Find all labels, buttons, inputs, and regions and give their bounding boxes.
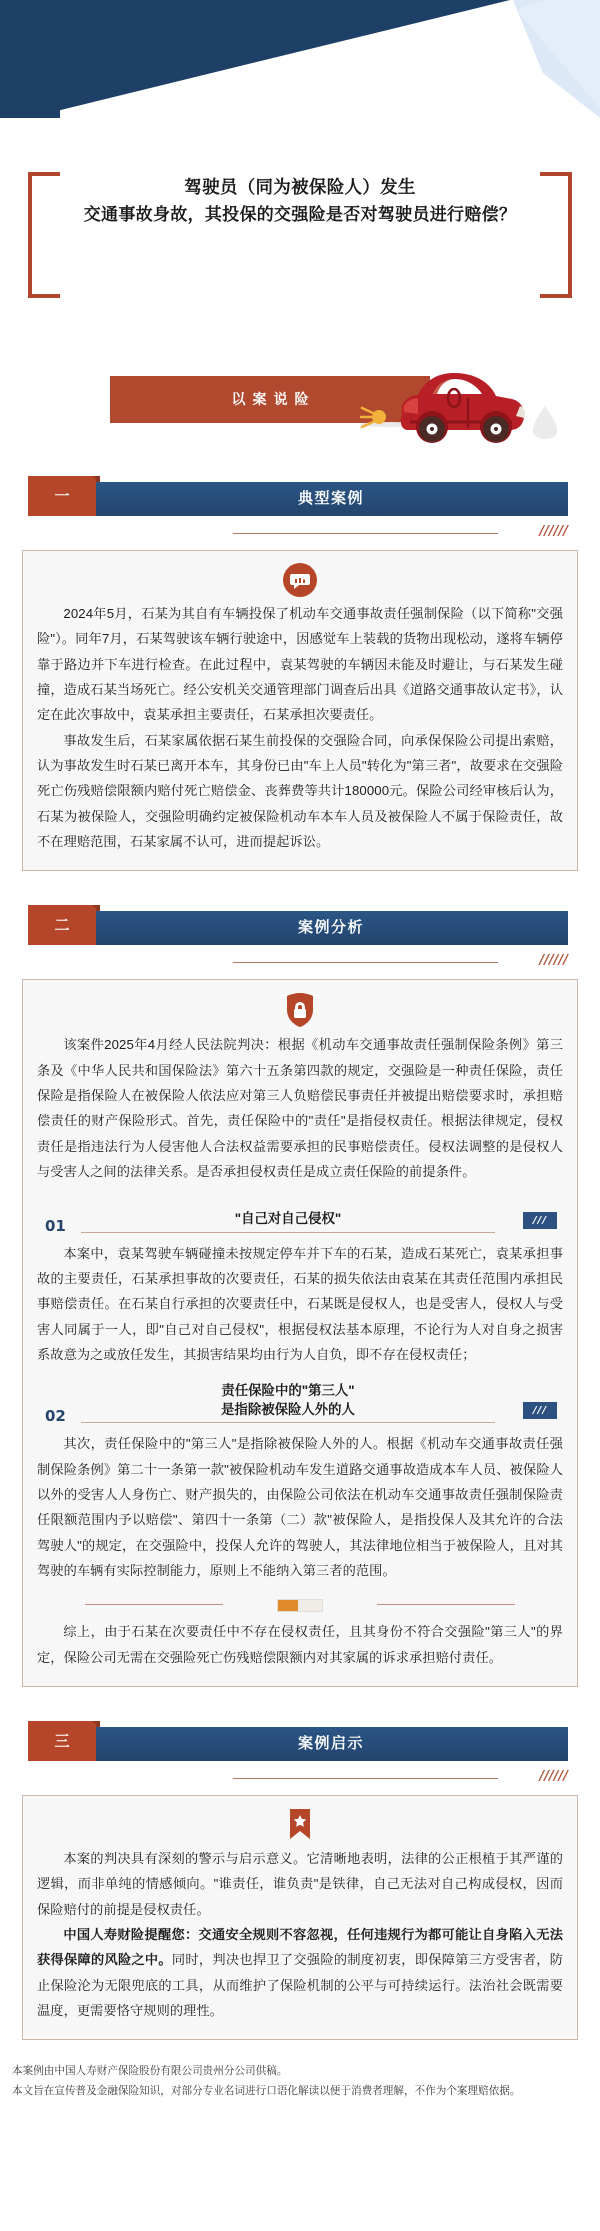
section-header-typical-case <box>28 476 572 522</box>
page-title-line-2: 交通事故身故，其投保的交强险是否对驾驶员进行赔偿？ <box>83 205 517 225</box>
case-analysis-conclusion: 综上，由于石某在次要责任中不存在侵权责任，且其身份不符合交强险"第三人"的界定，保险公司无需在交强险死亡伤残赔偿限额内对其家属的诉求承担赔付责任。 <box>37 1624 563 1665</box>
section-header-case-insight <box>28 1721 572 1767</box>
typical-case-card <box>22 550 578 871</box>
case-banner-label: 以案说险 <box>231 391 316 407</box>
section-number-3: 三 <box>54 1731 70 1750</box>
title-zone <box>0 118 600 348</box>
section-title-2: 案例分析 <box>297 919 364 937</box>
subsection-title-02 <box>81 1381 495 1419</box>
shield-icon <box>285 992 315 1028</box>
subsection-body-01: 本案中，袁某驾驶车辆碰撞未按规定停车并下车的石某，造成石某死亡，袁某承担事故的主要责任，石某承担事故的次要责任，石某的损失依法由袁某在其责任范围内承担民事赔偿责任。在石某自行承担的次要责任中，石某既是侵权人，也是受害人，侵权人与受害人同属于一人，即"自己对自己侵权"，根据侵权法基本原理，不论行为人对自身之损害系故意为之或放任发生，其损害结果均由行为人自负，即不存在侵权责任； <box>37 1245 563 1362</box>
mid-divider-center-mark <box>277 1599 323 1612</box>
page-title <box>0 173 600 229</box>
footer-line-2: 本文旨在宣传普及金融保险知识，对部分专业名词进行口语化解读以便于消费者理解，不作为个案理赔依据。 <box>12 2084 521 2097</box>
section-title-3: 案例启示 <box>297 1734 364 1752</box>
decoration-slashes: ////// <box>539 524 568 539</box>
mid-divider-left-line <box>85 1604 223 1605</box>
section-number-2: 二 <box>54 916 70 935</box>
case-insight-highlight-paragraph <box>37 1922 563 2023</box>
subsection-title-02-line-1: 责任保险中的"第三人" <box>221 1383 355 1399</box>
case-analysis-intro: 该案件2025年4月经人民法院判决：根据《机动车交通事故责任强制保险条例》第三条及《中华人民共和国保险法》第六十五条第四款的规定，交强险是一种责任保险，责任保险是指保险人在被保险人依法应对第三人负赔偿民事责任并被提出赔偿要求时，承担赔偿责任的财产保险形式。首先，责任保险中的"责任"是指侵权责任。根据法律规定，侵权责任是指违法行为人侵害他人合法权益需要承担的民事赔偿责任。侵权法调整的是侵权人与受害人之间的法律关系。是否承担侵权责任是成立责任保险的前提条件。 <box>37 1037 563 1180</box>
case-analysis-card <box>22 979 578 1687</box>
footer-line-1: 本案例由中国人寿财产保险股份有限公司贵州分公司供稿。 <box>12 2065 288 2078</box>
section-header-case-analysis <box>28 905 572 951</box>
subsection-rule <box>81 1422 495 1423</box>
case-banner <box>0 358 600 450</box>
subsection-title-01: "自己对自己侵权" <box>234 1211 342 1227</box>
card-icon-row <box>37 992 563 1028</box>
decoration-slashes: ////// <box>539 953 568 969</box>
case-insight-highlight-rest: 同时，判决也捍卫了交强险的制度初衷，即保障第三方受害者，防止保险沦为无限兜底的工具，从而维护了保险机制的公平与可持续运行。法治社会既需要温度，更需要恪守规则的理性。 <box>37 1952 563 2019</box>
typical-case-paragraph-2: 事故发生后，石某家属依据石某生前投保的交强险合同，向承保保险公司提出索赔，认为事故发生时石某已离开本车，其身份已由"车上人员"转化为"第三者"，故要求在交强险死亡伤残赔偿限额内赔付死亡赔偿金、丧葬费等共计180000元。保险公司经审核后认为，石某为被保险人，交强险明确约定被保险机动车本车人员及被保险人不属于保险责任，故不在理赔范围，石某家属不认可，进而提起诉讼。 <box>37 732 563 850</box>
decoration-line <box>233 962 498 963</box>
case-insight-paragraph-1: 本案的判决具有深刻的警示与启示意义。它清晰地表明，法律的公正根植于其严谨的逻辑，而非单纯的情感倾向。"谁责任，谁负责"是铁律，自己无法对自己构成侵权，因而保险赔付的前提是侵权责任。 <box>37 1850 563 1917</box>
section-decoration-3 <box>28 1769 568 1787</box>
card-icon-row <box>37 563 563 597</box>
page-title-line-1: 驾驶员（同为被保险人）发生 <box>184 177 416 197</box>
mid-divider-right-line <box>377 1604 515 1605</box>
subsection-badge-02: /// <box>523 1402 557 1419</box>
section-number-1: 一 <box>54 487 70 505</box>
card-icon-row <box>37 1808 563 1842</box>
case-insight-highlight: 中国人寿财险提醒您：交通安全规则不容忽视，任何违规行为都可能让自身陷入无法获得保障的风险之中。 <box>37 1927 563 1968</box>
decoration-line <box>233 533 498 534</box>
smoke-puff-icon <box>528 402 562 442</box>
decoration-line <box>233 1778 498 1779</box>
red-car-icon <box>388 362 528 448</box>
subsection-body-02: 其次，责任保险中的"第三人"是指除被保险人外的人。根据《机动车交通事故责任强制保险条例》第二十一条第一款"被保险机动车发生道路交通事故造成本车人员、被保险人以外的受害人人身伤亡、财产损失的，由保险公司依法在机动车交通事故责任强制保险责任限额范围内予以赔偿"、第四十一条第（二）款"被保险人，是指投保人及其允许的合法驾驶人"的规定，在交强险中，投保人允许的驾驶人，其法律地位相当于被保险人，且对其驾驶的车辆有实际控制能力，原则上不能纳入第三者的范围。 <box>37 1436 563 1578</box>
footer-disclaimer <box>12 2062 588 2101</box>
subsection-number-02: 02 <box>45 1407 66 1426</box>
section-title-1: 典型案例 <box>297 490 364 507</box>
typical-case-paragraph-1: 2024年5月，石某为其自有车辆投保了机动车交通事故责任强制保险（以下简称"交强险"）。同年7月，石某驾驶该车辆行驶途中，因感觉车上装载的货物出现松动，遂将车辆停靠于路边并下车进行检查。在此过程中，袁某驾驶的车辆因未能及时避让，与石某发生碰撞，造成石某当场死亡。经公安机关交通管理部门调查后出具《道路交通事故认定书》，认定在此次事故中，袁某承担主要责任，石某承担次要责任。 <box>37 606 563 723</box>
subsection-header-02 <box>37 1379 563 1427</box>
mid-divider <box>37 1593 563 1615</box>
decoration-slashes: ////// <box>539 1768 568 1784</box>
subsection-badge-01: /// <box>523 1212 557 1229</box>
header-graphic <box>0 0 600 118</box>
subsection-rule <box>81 1232 495 1233</box>
section-decoration-2 <box>28 953 568 971</box>
speech-bubble-icon <box>283 563 317 597</box>
bookmark-star-icon <box>288 1808 312 1842</box>
section-decoration-1 <box>28 524 568 542</box>
subsection-title-02-line-2: 是指除被保险人外的人 <box>221 1402 355 1418</box>
subsection-number-01: 01 <box>45 1216 66 1235</box>
case-insight-card <box>22 1795 578 2040</box>
header-navy-shape <box>0 0 510 118</box>
subsection-header-01 <box>37 1197 563 1237</box>
